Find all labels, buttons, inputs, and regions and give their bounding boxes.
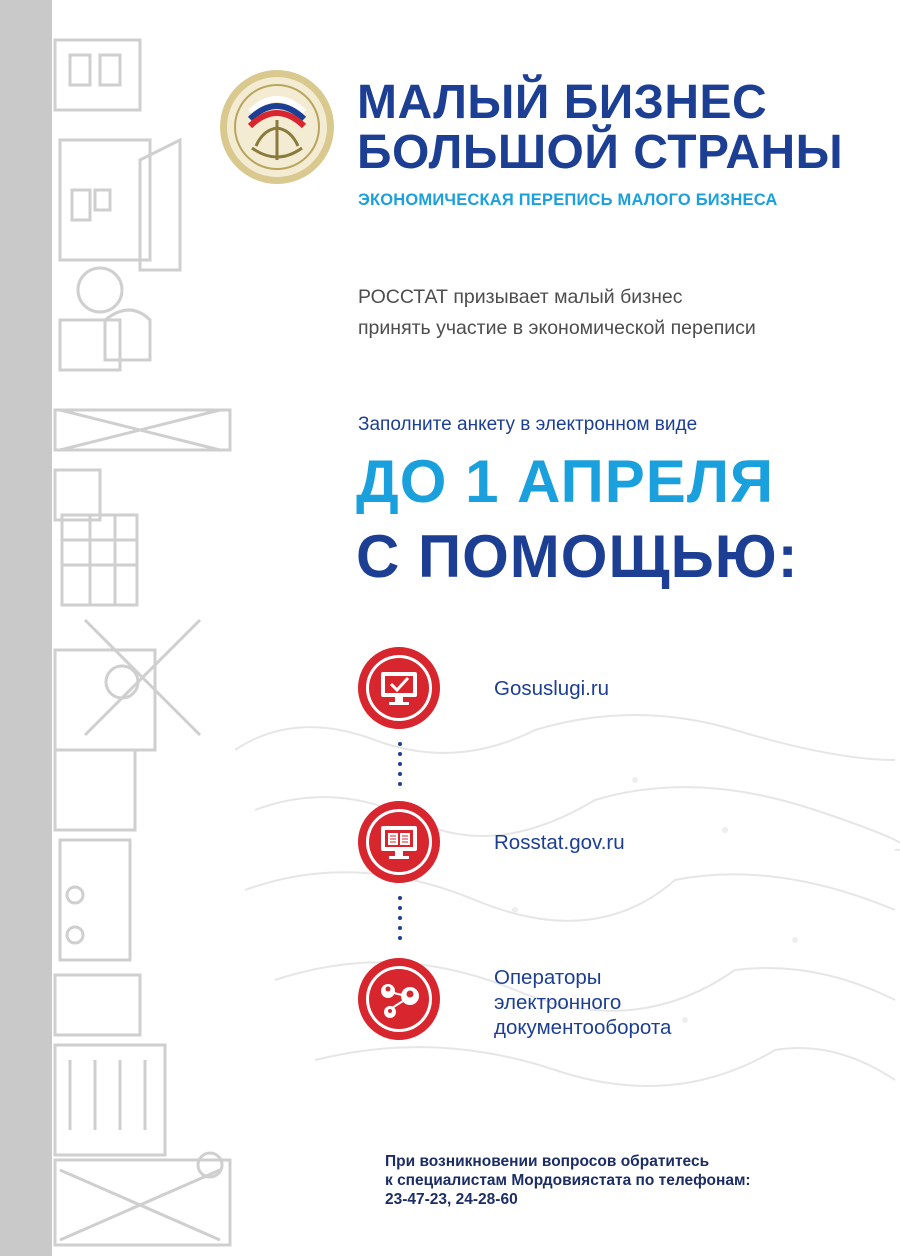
page-subtitle: ЭКОНОМИЧЕСКАЯ ПЕРЕПИСЬ МАЛОГО БИЗНЕСА (358, 191, 778, 209)
appeal-text (358, 282, 878, 344)
map-background (215, 690, 900, 1110)
channel-edo-operators (494, 965, 671, 1040)
appeal-line-1: РОССТАТ призывает малый бизнес (358, 286, 683, 308)
monitor-checkmark-icon (358, 647, 440, 729)
channel-edo-line-1: Операторы (494, 966, 602, 989)
channel-edo-line-3: документооборота (494, 1016, 672, 1039)
channel-rosstat: Rosstat.gov.ru (494, 831, 625, 854)
page-title: МАЛЫЙ БИЗНЕС БОЛЬШОЙ СТРАНЫ (357, 76, 844, 179)
channel-gosuslugi: Gosuslugi.ru (494, 677, 610, 700)
means-heading: С ПОМОЩЬЮ: (356, 523, 799, 590)
appeal-line-2: принять участие в экономической переписи (358, 317, 756, 339)
monitor-book-icon (358, 801, 440, 883)
deadline-heading: ДО 1 АПРЕЛЯ (356, 448, 775, 515)
rosstat-emblem (218, 68, 336, 186)
people-network-icon (358, 958, 440, 1040)
fill-form-note: Заполните анкету в электронном виде (358, 414, 698, 435)
city-illustration (0, 0, 240, 1256)
dotted-connector (396, 740, 404, 788)
contact-info: При возникновении вопросов обратитесь к специалистам Мордовиястата по телефонам: 23-47-23, 24-28-60 (385, 1153, 751, 1208)
dotted-connector (396, 894, 404, 942)
channel-edo-line-2: электронного (494, 991, 622, 1014)
